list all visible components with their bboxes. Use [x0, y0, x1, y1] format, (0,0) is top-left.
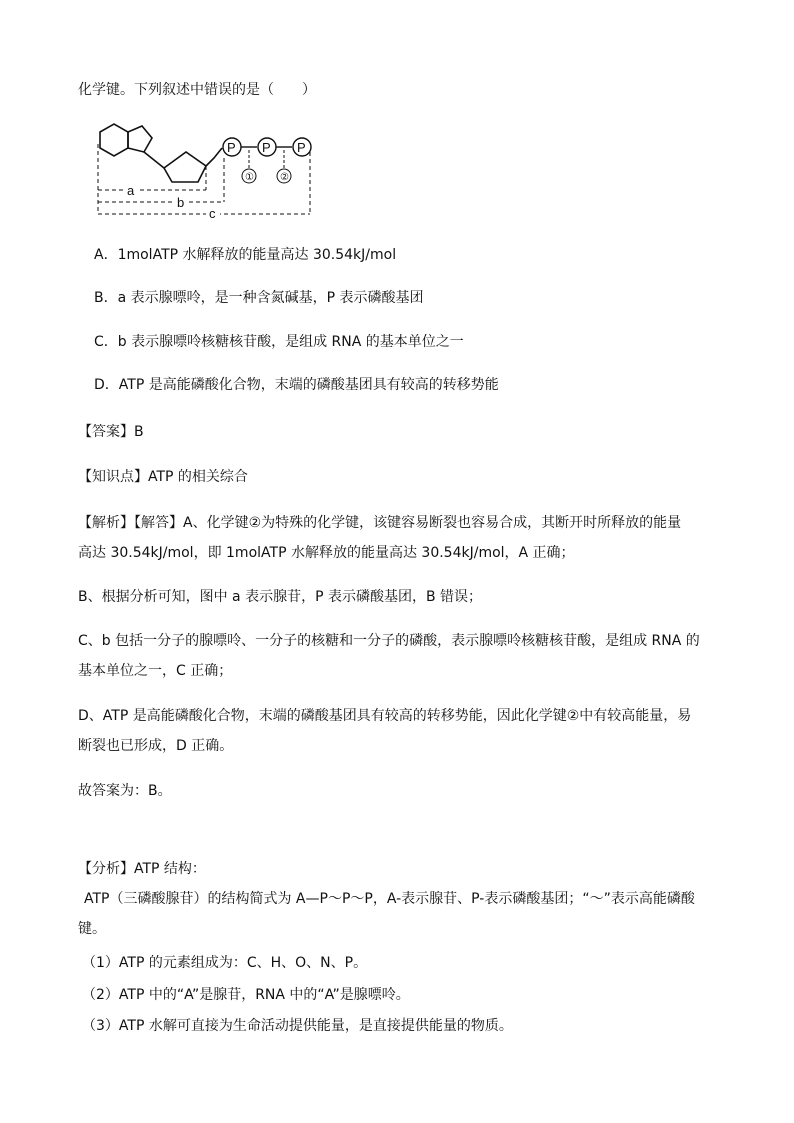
label-c: c: [209, 206, 216, 220]
fenxi-line: 【分析】ATP 结构：: [78, 861, 206, 877]
fenxi-line: （3）ATP 水解可直接为生命活动提供能量，是直接提供能量的物质。: [82, 1018, 513, 1034]
bond-2-label: ②: [280, 172, 289, 183]
option-c: C．b 表示腺嘌呤核糖核苷酸，是组成 RNA 的基本单位之一: [94, 334, 464, 350]
adenine-ring-6: [100, 124, 128, 156]
analysis-line: D、ATP 是高能磷酸化合物，末端的磷酸基团具有较高的转移势能，因此化学键②中有较高能量，易: [78, 708, 692, 724]
analysis-line: 断裂也已形成，D 正确。: [78, 738, 234, 754]
phosphate-2-label: P: [262, 140, 271, 155]
answer: 【答案】B: [78, 424, 144, 440]
option-b: B．a 表示腺嘌呤，是一种含氮碱基，P 表示磷酸基团: [94, 290, 424, 306]
label-a: a: [127, 183, 135, 198]
phosphate-3-label: P: [297, 140, 306, 155]
analysis-line: 基本单位之一，C 正确；: [78, 663, 233, 679]
question-tail: 化学键。下列叙述中错误的是（ ）: [78, 82, 316, 98]
bond-1-label: ①: [245, 172, 254, 183]
knowledge-point: 【知识点】ATP 的相关综合: [78, 469, 248, 485]
analysis-line: C、b 包括一分子的腺嘌呤、一分子的核糖和一分子的磷酸，表示腺嘌呤核糖核苷酸，是组成 RNA 的: [78, 633, 700, 649]
analysis-line: B、根据分析可知，图中 a 表示腺苷，P 表示磷酸基团，B 错误；: [78, 589, 483, 605]
fenxi-line: 键。: [78, 921, 106, 937]
option-d: D．ATP 是高能磷酸化合物，末端的磷酸基团具有较高的转移势能: [94, 377, 499, 393]
label-b: b: [177, 195, 185, 210]
analysis-line: 故答案为：B。: [78, 783, 172, 799]
fenxi-line: （1）ATP 的元素组成为：C、H、O、N、P。: [82, 955, 368, 971]
ribose-ring: [164, 152, 206, 182]
option-a: A．1molATP 水解释放的能量高达 30.54kJ/mol: [94, 247, 397, 263]
adenine-ring-5: [128, 126, 152, 152]
fenxi-line: ATP（三磷酸腺苷）的结构简式为 A—P～P～P，A-表示腺苷、P-表示磷酸基团；“～”表示高能磷酸: [84, 891, 695, 907]
fenxi-line: （2）ATP 中的“A”是腺苷，RNA 中的“A”是腺嘌呤。: [82, 987, 410, 1003]
atp-structure-diagram: [94, 118, 324, 220]
analysis-line: 【解析】【解答】A、化学键②为特殊的化学键，该键容易断裂也容易合成，其断开时所释放的能量: [78, 515, 682, 531]
phosphate-1-label: P: [227, 140, 236, 155]
analysis-line: 高达 30.54kJ/mol，即 1molATP 水解释放的能量高达 30.54kJ/mol，A 正确；: [78, 545, 575, 561]
